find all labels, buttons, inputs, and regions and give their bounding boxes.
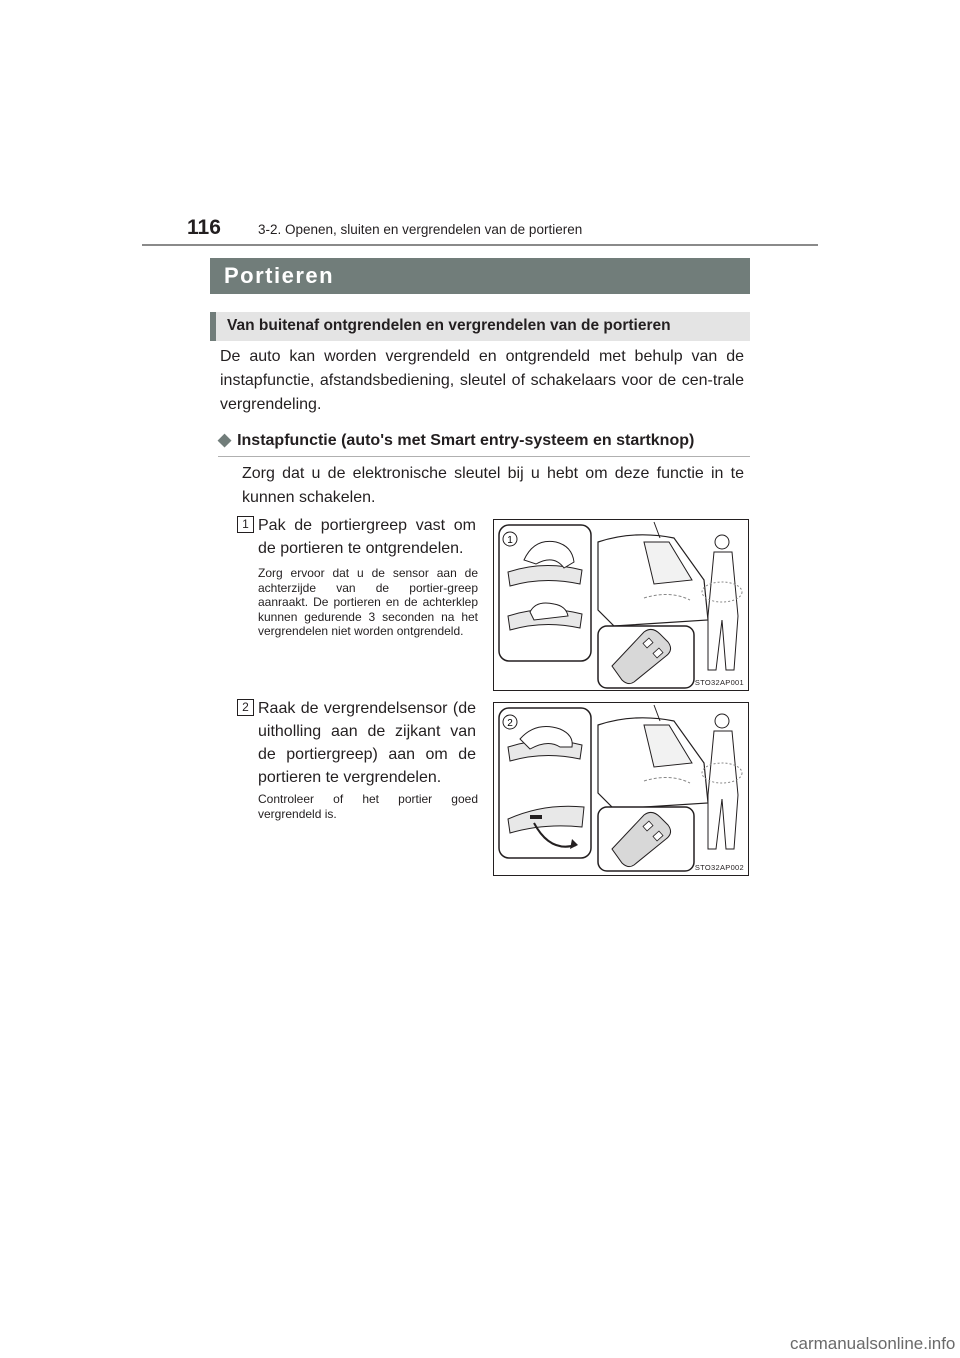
- feature-heading: [218, 430, 694, 450]
- figure-1-illustration: [494, 520, 748, 690]
- person-head-2: [715, 714, 729, 728]
- subsection-title: Van buitenaf ontgrendelen en vergrendelen van de portieren: [227, 317, 671, 334]
- step-1-text-content: Pak de portiergreep vast om de portieren te ontgrendelen.: [258, 517, 476, 557]
- step-number-2: 2: [237, 699, 254, 716]
- figure-2: [493, 702, 749, 876]
- figure-1: [493, 519, 749, 691]
- header-rule: [142, 244, 818, 246]
- feature-lead: Zorg dat u de elektronische sleutel bij u hebt om deze functie in te kunnen schakelen.: [242, 465, 744, 506]
- figure-1-badge-label: 1: [507, 535, 513, 546]
- intro-paragraph: De auto kan worden vergrendeld en ontgrendeld met behulp van de instapfunctie, afstandsbediening, sleutel of schakelaars voor de cen-trale vergrendeling.: [220, 348, 744, 413]
- person-head: [715, 535, 729, 549]
- running-head: 3-2. Openen, sluiten en vergrendelen van de portieren: [258, 222, 583, 237]
- step-2-text: Raak de vergrendelsensor (de uitholling aan de zijkant van de portiergreep) aan om de portieren te vergrendelen.: [258, 700, 476, 786]
- figure-1-code: STO32AP001: [694, 678, 744, 687]
- person-body: [708, 552, 738, 670]
- figure-2-illustration: [494, 703, 748, 875]
- watermark: carmanualsonline.info: [790, 1334, 956, 1353]
- page-number: 116: [187, 216, 221, 239]
- step-1-note: Zorg ervoor dat u de sensor aan de achterzijde van de portier-greep aanraakt. De portieren en de achterklep kunnen gedurende 3 seconden na het vergrendelen niet worden ontgrendeld.: [258, 566, 478, 638]
- section-title-bar: [210, 258, 750, 294]
- figure-2-code: STO32AP002: [694, 863, 744, 872]
- figure-2-badge-label: 2: [507, 718, 513, 729]
- feature-title: Instapfunctie (auto's met Smart entry-systeem en startknop): [237, 432, 695, 449]
- feature-rule: [218, 456, 750, 457]
- step-2-note: Controleer of het portier goed vergrendeld is.: [258, 792, 478, 821]
- subsection-title-bar: [210, 312, 750, 341]
- step-1-text: [258, 514, 476, 560]
- person-body-2: [708, 731, 738, 849]
- lock-sensor-icon: [530, 815, 542, 819]
- section-title: Portieren: [224, 263, 335, 288]
- step-number-1: 1: [237, 516, 254, 533]
- diamond-bullet-icon: ◆: [218, 430, 232, 449]
